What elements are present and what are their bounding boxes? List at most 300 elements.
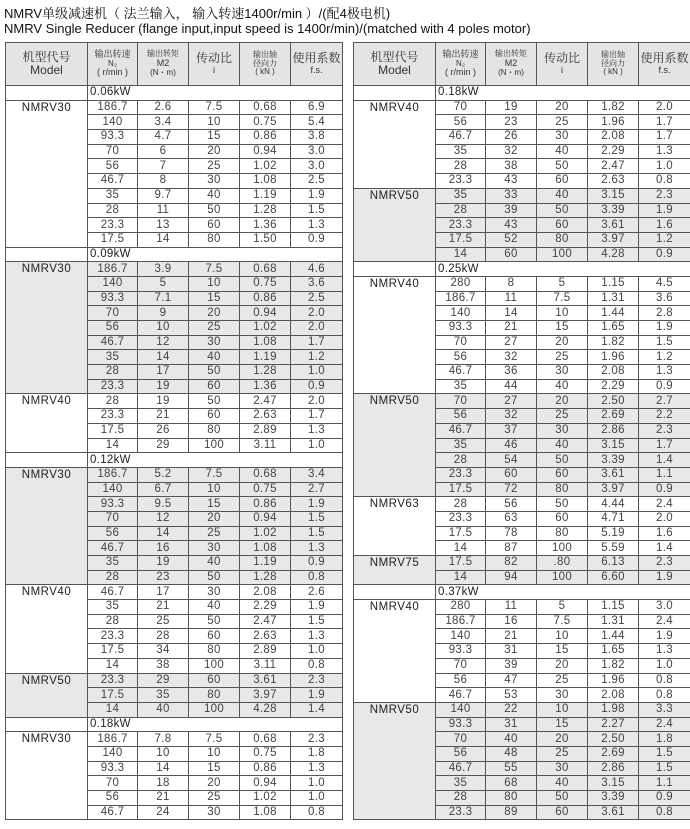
output-torque-cell: 34: [138, 644, 189, 659]
section-blank-cell: [6, 247, 88, 262]
radial-force-cell: 0.68: [240, 100, 291, 115]
output-speed-cell: 140: [88, 746, 138, 761]
power-rating-label: 0.09kW: [88, 247, 343, 262]
ratio-cell: 15: [537, 644, 588, 659]
radial-force-cell: 1.36: [240, 218, 291, 233]
ratio-cell: 30: [537, 423, 588, 438]
output-speed-cell: 56: [436, 409, 486, 424]
service-factor-cell: 1.4: [639, 453, 690, 468]
output-speed-cell: 46.7: [436, 365, 486, 380]
radial-force-cell: 6.60: [588, 570, 639, 585]
output-torque-cell: 9: [138, 306, 189, 321]
table-row: [354, 556, 690, 571]
model-cell: NMRV40: [354, 276, 436, 394]
output-speed-cell: 93.3: [88, 291, 138, 306]
service-factor-cell: 1.5: [639, 761, 690, 776]
output-speed-cell: 46.7: [88, 335, 138, 350]
output-torque-cell: 7.8: [138, 732, 189, 747]
radial-force-cell: 1.96: [588, 115, 639, 130]
radial-force-cell: 2.63: [240, 409, 291, 424]
radial-force-cell: 0.94: [240, 306, 291, 321]
service-factor-cell: 2.4: [639, 614, 690, 629]
output-torque-cell: 7: [138, 159, 189, 174]
radial-force-cell: 1.15: [588, 600, 639, 615]
output-speed-cell: 70: [88, 776, 138, 791]
power-rating-label: 0.18kW: [88, 717, 343, 732]
output-torque-cell: 35: [138, 688, 189, 703]
service-factor-cell: 0.8: [639, 673, 690, 688]
service-factor-cell: 2.6: [291, 585, 343, 600]
ratio-cell: 60: [189, 379, 240, 394]
output-speed-cell: 93.3: [88, 761, 138, 776]
model-cell: NMRV40: [6, 394, 88, 453]
output-torque-cell: 31: [486, 644, 537, 659]
model-cell: NMRV40: [354, 600, 436, 703]
service-factor-cell: 0.8: [291, 570, 343, 585]
output-torque-cell: 55: [486, 761, 537, 776]
model-cell: NMRV30: [6, 467, 88, 585]
power-section-row: [354, 585, 690, 600]
output-speed-cell: 140: [88, 276, 138, 291]
radial-force-cell: 2.08: [588, 365, 639, 380]
output-speed-cell: 56: [88, 159, 138, 174]
ratio-cell: 10: [189, 746, 240, 761]
service-factor-cell: 0.8: [291, 805, 343, 820]
service-factor-cell: 2.3: [639, 423, 690, 438]
service-factor-cell: 2.0: [639, 100, 690, 115]
ratio-cell: 15: [189, 130, 240, 145]
service-factor-cell: 1.5: [291, 511, 343, 526]
ratio-cell: 40: [189, 350, 240, 365]
ratio-cell: 50: [537, 453, 588, 468]
table-row: [6, 732, 343, 747]
output-torque-cell: 46: [486, 438, 537, 453]
power-rating-label: 0.06kW: [88, 86, 343, 101]
model-cell: NMRV30: [6, 732, 88, 820]
ratio-cell: 30: [537, 130, 588, 145]
radial-force-cell: 2.50: [588, 732, 639, 747]
section-blank-cell: [354, 585, 436, 600]
power-section-row: [354, 262, 690, 277]
radial-force-cell: 2.08: [588, 130, 639, 145]
ratio-cell: 100: [537, 541, 588, 556]
ratio-cell: 10: [189, 115, 240, 130]
service-factor-cell: 0.9: [291, 379, 343, 394]
ratio-cell: 40: [537, 379, 588, 394]
output-torque-cell: 24: [138, 805, 189, 820]
power-rating-label: 0.12kW: [88, 453, 343, 468]
output-speed-cell: 14: [436, 247, 486, 262]
output-speed-cell: 23.3: [436, 218, 486, 233]
service-factor-cell: 1.2: [291, 350, 343, 365]
service-factor-cell: 0.8: [639, 805, 690, 820]
ratio-cell: 30: [537, 688, 588, 703]
ratio-cell: 30: [189, 335, 240, 350]
radial-force-cell: 2.47: [240, 394, 291, 409]
radial-force-cell: 0.86: [240, 291, 291, 306]
ratio-cell: 20: [189, 776, 240, 791]
output-speed-cell: 93.3: [436, 644, 486, 659]
service-factor-cell: 1.9: [639, 203, 690, 218]
ratio-cell: 80: [189, 644, 240, 659]
service-factor-cell: 1.1: [639, 776, 690, 791]
output-torque-cell: 17: [138, 365, 189, 380]
service-factor-cell: 1.9: [639, 570, 690, 585]
output-torque-cell: 52: [486, 232, 537, 247]
radial-force-cell: 2.86: [588, 423, 639, 438]
output-torque-cell: 31: [486, 717, 537, 732]
radial-force-cell: 2.89: [240, 423, 291, 438]
radial-force-cell: 0.75: [240, 276, 291, 291]
output-torque-cell: 3.9: [138, 262, 189, 277]
output-torque-cell: 8: [138, 174, 189, 189]
output-torque-cell: 44: [486, 379, 537, 394]
output-torque-cell: 29: [138, 438, 189, 453]
table-row: [354, 188, 690, 203]
service-factor-cell: 2.0: [639, 511, 690, 526]
ratio-cell: 50: [537, 791, 588, 806]
output-torque-cell: 27: [486, 394, 537, 409]
section-blank-cell: [6, 453, 88, 468]
service-factor-cell: 1.1: [639, 467, 690, 482]
output-torque-cell: 4.7: [138, 130, 189, 145]
service-factor-cell: 2.0: [291, 306, 343, 321]
service-factor-cell: 2.3: [639, 188, 690, 203]
service-factor-cell: 2.3: [291, 732, 343, 747]
output-speed-cell: 17.5: [88, 232, 138, 247]
radial-force-cell: 1.02: [240, 321, 291, 336]
radial-force-cell: 0.75: [240, 115, 291, 130]
service-factor-cell: 1.5: [291, 526, 343, 541]
output-speed-cell: 35: [88, 188, 138, 203]
table-row: [354, 702, 690, 717]
radial-force-cell: 3.39: [588, 203, 639, 218]
radial-force-cell: 1.28: [240, 365, 291, 380]
header-model: 机型代号 Model: [6, 43, 88, 86]
radial-force-cell: 5.19: [588, 526, 639, 541]
service-factor-cell: 2.3: [639, 556, 690, 571]
output-torque-cell: 68: [486, 776, 537, 791]
output-speed-cell: 17.5: [436, 526, 486, 541]
spec-table-left: [5, 42, 343, 820]
radial-force-cell: 2.27: [588, 717, 639, 732]
radial-force-cell: 4.28: [588, 247, 639, 262]
output-torque-cell: 89: [486, 805, 537, 820]
ratio-cell: 15: [537, 321, 588, 336]
radial-force-cell: 1.08: [240, 174, 291, 189]
ratio-cell: 40: [189, 188, 240, 203]
service-factor-cell: 2.7: [291, 482, 343, 497]
service-factor-cell: 3.6: [291, 276, 343, 291]
ratio-cell: 15: [189, 761, 240, 776]
radial-force-cell: 3.11: [240, 438, 291, 453]
service-factor-cell: 0.9: [639, 482, 690, 497]
output-speed-cell: 280: [436, 276, 486, 291]
output-speed-cell: 28: [436, 453, 486, 468]
output-speed-cell: 35: [88, 556, 138, 571]
output-torque-cell: 6.7: [138, 482, 189, 497]
output-torque-cell: 40: [138, 702, 189, 717]
service-factor-cell: 3.0: [639, 600, 690, 615]
output-torque-cell: 38: [486, 159, 537, 174]
service-factor-cell: 6.9: [291, 100, 343, 115]
output-speed-cell: 28: [88, 203, 138, 218]
output-torque-cell: 80: [486, 791, 537, 806]
output-speed-cell: 140: [88, 115, 138, 130]
radial-force-cell: 1.44: [588, 629, 639, 644]
service-factor-cell: 1.0: [291, 644, 343, 659]
radial-force-cell: 1.50: [240, 232, 291, 247]
output-torque-cell: 19: [486, 100, 537, 115]
service-factor-cell: 1.3: [291, 541, 343, 556]
service-factor-cell: 1.6: [639, 218, 690, 233]
radial-force-cell: 1.19: [240, 188, 291, 203]
radial-force-cell: 0.68: [240, 732, 291, 747]
output-torque-cell: 11: [138, 203, 189, 218]
radial-force-cell: 0.94: [240, 776, 291, 791]
radial-force-cell: 3.97: [588, 232, 639, 247]
header-output-speed: 输出转速 N₂ ( r/min ): [88, 43, 138, 86]
output-speed-cell: 28: [436, 159, 486, 174]
ratio-cell: 50: [537, 159, 588, 174]
output-speed-cell: 23.3: [88, 673, 138, 688]
service-factor-cell: 1.3: [639, 365, 690, 380]
radial-force-cell: 2.08: [588, 688, 639, 703]
output-torque-cell: 32: [486, 350, 537, 365]
output-speed-cell: 28: [88, 614, 138, 629]
power-rating-label: 0.25kW: [436, 262, 690, 277]
ratio-cell: 20: [189, 306, 240, 321]
radial-force-cell: 1.96: [588, 350, 639, 365]
output-speed-cell: 46.7: [88, 805, 138, 820]
output-speed-cell: 186.7: [436, 614, 486, 629]
ratio-cell: 15: [189, 497, 240, 512]
output-torque-cell: 25: [138, 614, 189, 629]
ratio-cell: 30: [189, 585, 240, 600]
ratio-cell: 30: [537, 365, 588, 380]
ratio-cell: 50: [189, 570, 240, 585]
ratio-cell: 20: [537, 335, 588, 350]
output-speed-cell: 56: [88, 526, 138, 541]
radial-force-cell: 5.59: [588, 541, 639, 556]
output-speed-cell: 70: [88, 511, 138, 526]
radial-force-cell: 1.36: [240, 379, 291, 394]
service-factor-cell: 1.3: [291, 218, 343, 233]
output-torque-cell: 14: [486, 306, 537, 321]
service-factor-cell: 5.4: [291, 115, 343, 130]
output-torque-cell: 8: [486, 276, 537, 291]
service-factor-cell: 3.8: [291, 130, 343, 145]
service-factor-cell: 2.5: [291, 291, 343, 306]
output-speed-cell: 14: [88, 658, 138, 673]
ratio-cell: 20: [189, 511, 240, 526]
output-speed-cell: 35: [436, 188, 486, 203]
service-factor-cell: 1.0: [291, 776, 343, 791]
service-factor-cell: 1.5: [639, 746, 690, 761]
service-factor-cell: 1.0: [291, 791, 343, 806]
radial-force-cell: 0.86: [240, 130, 291, 145]
service-factor-cell: 4.6: [291, 262, 343, 277]
output-torque-cell: 48: [486, 746, 537, 761]
service-factor-cell: 1.5: [291, 614, 343, 629]
header-service-factor: 使用系数 f.s.: [639, 43, 690, 86]
header-model: 机型代号 Model: [354, 43, 436, 86]
ratio-cell: 5: [537, 276, 588, 291]
output-torque-cell: 10: [138, 321, 189, 336]
header-output-torque: 输出转矩 M2 (N・m): [138, 43, 189, 86]
output-speed-cell: 28: [88, 570, 138, 585]
ratio-cell: 80: [189, 232, 240, 247]
radial-force-cell: 1.82: [588, 335, 639, 350]
table-row: [6, 673, 343, 688]
radial-force-cell: 1.65: [588, 644, 639, 659]
service-factor-cell: 1.8: [291, 746, 343, 761]
output-speed-cell: 17.5: [88, 423, 138, 438]
service-factor-cell: 1.9: [291, 600, 343, 615]
ratio-cell: 7.5: [189, 467, 240, 482]
service-factor-cell: 1.7: [639, 130, 690, 145]
output-torque-cell: 11: [486, 291, 537, 306]
section-blank-cell: [354, 86, 436, 101]
ratio-cell: 10: [189, 276, 240, 291]
service-factor-cell: 1.7: [291, 335, 343, 350]
output-torque-cell: 26: [138, 423, 189, 438]
radial-force-cell: 2.89: [240, 644, 291, 659]
model-cell: NMRV63: [354, 497, 436, 556]
output-torque-cell: 32: [486, 144, 537, 159]
output-torque-cell: 54: [486, 453, 537, 468]
service-factor-cell: 1.7: [639, 115, 690, 130]
output-torque-cell: 13: [138, 218, 189, 233]
ratio-cell: 50: [537, 497, 588, 512]
output-torque-cell: 60: [486, 467, 537, 482]
output-torque-cell: 37: [486, 423, 537, 438]
output-speed-cell: 17.5: [436, 556, 486, 571]
table-row: [6, 100, 343, 115]
section-blank-cell: [6, 86, 88, 101]
service-factor-cell: 1.9: [291, 497, 343, 512]
service-factor-cell: 2.3: [291, 673, 343, 688]
radial-force-cell: 1.08: [240, 335, 291, 350]
radial-force-cell: 1.44: [588, 306, 639, 321]
service-factor-cell: 2.0: [291, 321, 343, 336]
radial-force-cell: 3.97: [588, 482, 639, 497]
power-section-row: [6, 717, 343, 732]
output-torque-cell: 63: [486, 511, 537, 526]
radial-force-cell: 3.15: [588, 188, 639, 203]
output-speed-cell: 23.3: [436, 805, 486, 820]
service-factor-cell: 1.5: [639, 335, 690, 350]
radial-force-cell: 2.69: [588, 409, 639, 424]
ratio-cell: 80: [189, 423, 240, 438]
radial-force-cell: 3.61: [240, 673, 291, 688]
ratio-cell: 60: [537, 511, 588, 526]
output-speed-cell: 17.5: [436, 482, 486, 497]
table-row: [6, 467, 343, 482]
service-factor-cell: 2.0: [291, 394, 343, 409]
radial-force-cell: 1.02: [240, 791, 291, 806]
radial-force-cell: 1.82: [588, 658, 639, 673]
output-speed-cell: 23.3: [436, 511, 486, 526]
ratio-cell: 80: [537, 232, 588, 247]
radial-force-cell: 3.15: [588, 776, 639, 791]
output-torque-cell: 60: [486, 247, 537, 262]
output-speed-cell: 186.7: [88, 732, 138, 747]
power-section-row: [6, 453, 343, 468]
service-factor-cell: 1.7: [639, 438, 690, 453]
output-torque-cell: 23: [486, 115, 537, 130]
output-speed-cell: 93.3: [88, 497, 138, 512]
output-torque-cell: 43: [486, 218, 537, 233]
service-factor-cell: 1.0: [639, 159, 690, 174]
ratio-cell: 7.5: [189, 732, 240, 747]
service-factor-cell: 1.0: [291, 438, 343, 453]
output-torque-cell: 6: [138, 144, 189, 159]
service-factor-cell: 0.9: [291, 232, 343, 247]
output-speed-cell: 56: [88, 321, 138, 336]
radial-force-cell: 1.02: [240, 526, 291, 541]
output-speed-cell: 17.5: [436, 232, 486, 247]
output-speed-cell: 93.3: [436, 717, 486, 732]
output-speed-cell: 28: [88, 394, 138, 409]
output-torque-cell: 9.7: [138, 188, 189, 203]
ratio-cell: 25: [537, 409, 588, 424]
output-torque-cell: 87: [486, 541, 537, 556]
radial-force-cell: 3.39: [588, 453, 639, 468]
model-cell: NMRV50: [354, 702, 436, 820]
service-factor-cell: 3.4: [291, 467, 343, 482]
output-torque-cell: 21: [138, 409, 189, 424]
radial-force-cell: 3.11: [240, 658, 291, 673]
output-speed-cell: 17.5: [88, 688, 138, 703]
output-torque-cell: 14: [138, 526, 189, 541]
output-speed-cell: 70: [436, 394, 486, 409]
model-cell: NMRV30: [6, 100, 88, 247]
ratio-cell: 20: [537, 732, 588, 747]
output-speed-cell: 70: [436, 732, 486, 747]
output-torque-cell: 33: [486, 188, 537, 203]
output-speed-cell: 14: [436, 541, 486, 556]
page-title-english: NMRV Single Reducer (flange input,input speed is 1400r/min)/(matched with 4 poles motor): [4, 21, 531, 36]
ratio-cell: 100: [189, 438, 240, 453]
table-row: [354, 600, 690, 615]
ratio-cell: 60: [537, 218, 588, 233]
power-section-row: [354, 86, 690, 101]
output-torque-cell: 14: [138, 350, 189, 365]
model-cell: NMRV50: [6, 673, 88, 717]
radial-force-cell: 1.15: [588, 276, 639, 291]
service-factor-cell: 1.9: [291, 188, 343, 203]
output-torque-cell: 26: [486, 130, 537, 145]
radial-force-cell: 3.39: [588, 791, 639, 806]
output-torque-cell: 27: [486, 335, 537, 350]
radial-force-cell: 1.98: [588, 702, 639, 717]
ratio-cell: 25: [189, 321, 240, 336]
ratio-cell: .80: [537, 556, 588, 571]
output-speed-cell: 23.3: [88, 409, 138, 424]
service-factor-cell: 0.9: [639, 379, 690, 394]
output-speed-cell: 56: [88, 791, 138, 806]
ratio-cell: 30: [537, 761, 588, 776]
model-cell: NMRV75: [354, 556, 436, 585]
model-cell: NMRV50: [354, 394, 436, 497]
output-speed-cell: 186.7: [88, 467, 138, 482]
output-torque-cell: 39: [486, 658, 537, 673]
page-title-chinese: NMRV单级减速机（ 法兰输入， 输入转速1400r/min ）/(配4极电机): [4, 6, 391, 21]
output-torque-cell: 10: [138, 746, 189, 761]
output-speed-cell: 70: [436, 100, 486, 115]
output-speed-cell: 28: [88, 365, 138, 380]
